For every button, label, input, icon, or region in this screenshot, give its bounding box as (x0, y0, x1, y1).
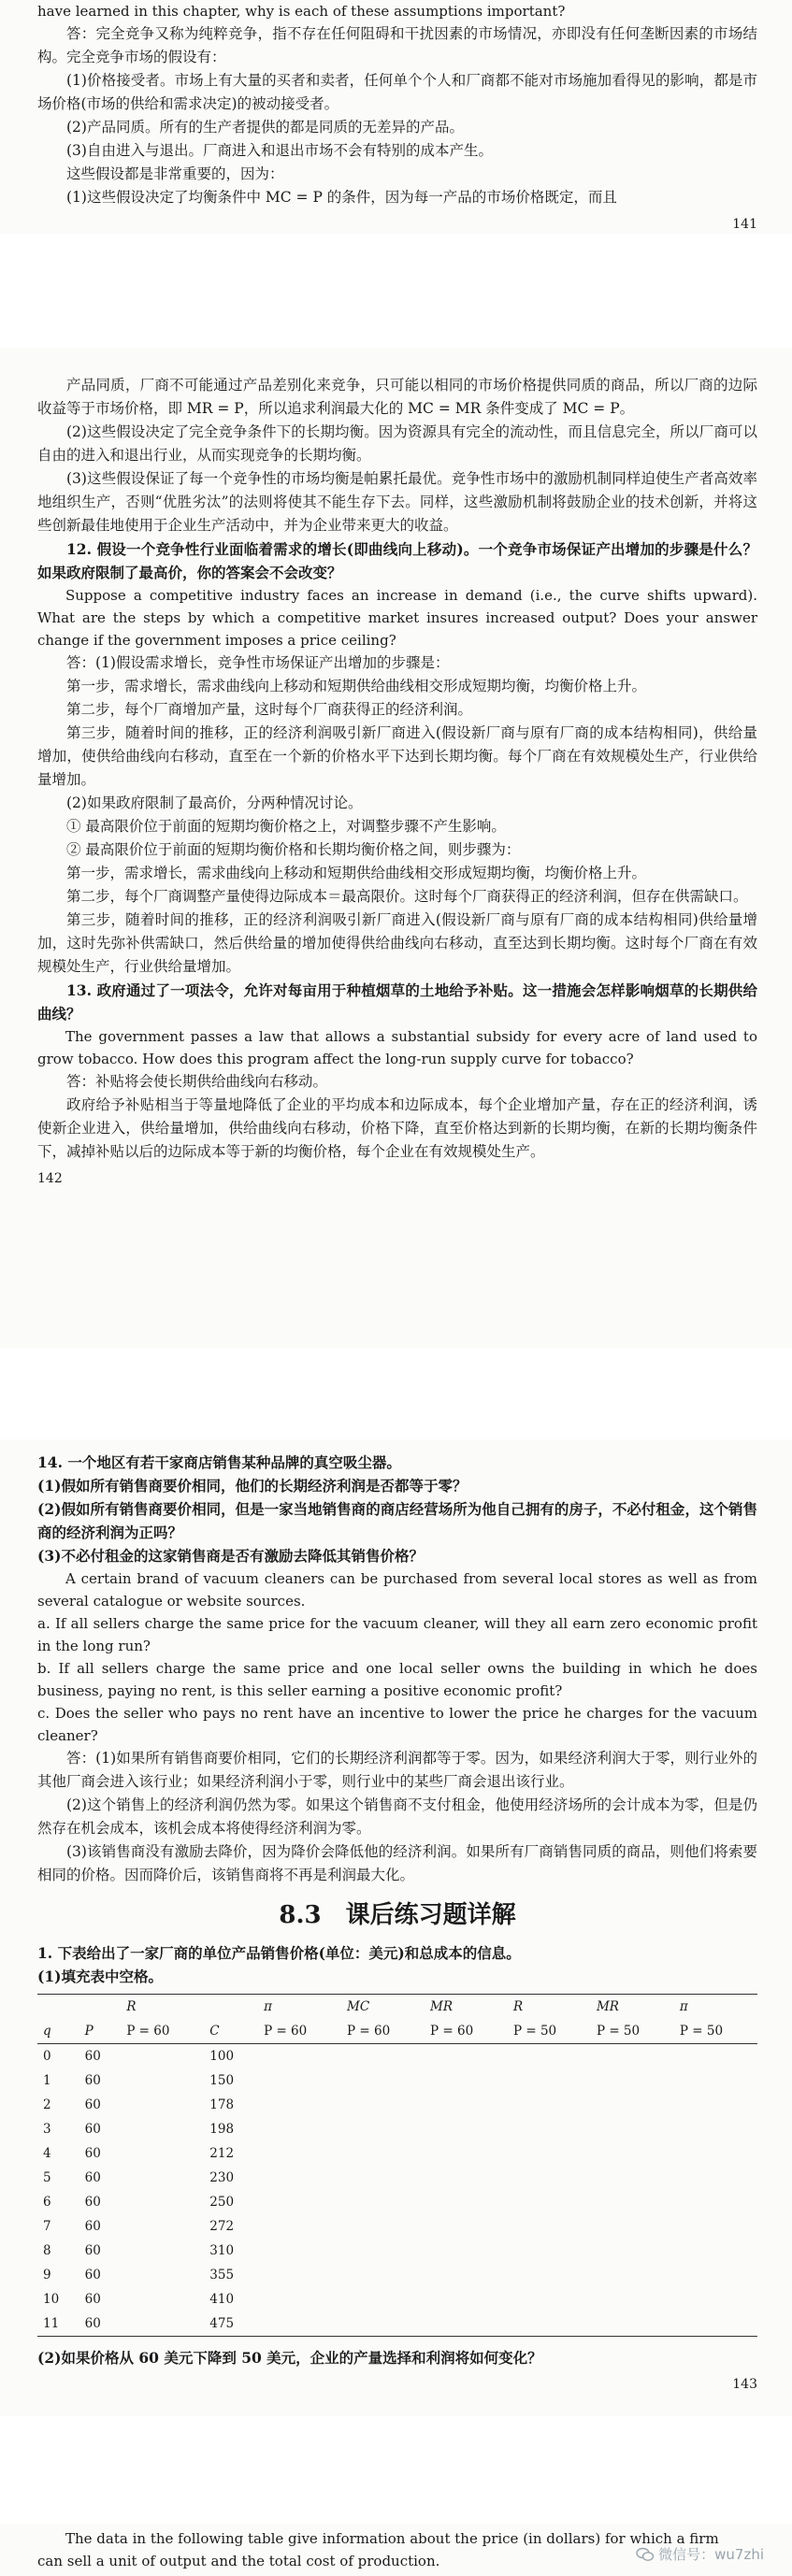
table-cell: 230 (209, 2170, 235, 2185)
q14-en-c: c. Does the seller who pays no rent have an incentive to lower the price he charges for the vacuum cleaner? (37, 1705, 757, 1744)
table-cell: 60 (84, 2049, 101, 2064)
q11-answer-intro: 答：完全竞争又称为纯粹竞争，指不存在任何阻碍和干扰因素的市场情况，亦即没有任何垄断因素的市场结构。完全竞争市场的假设有： (37, 25, 757, 65)
table-cell (425, 2287, 508, 2311)
page-141-text (37, 0, 757, 236)
table-cell: 475 (204, 2311, 258, 2337)
table-cell (591, 2141, 674, 2166)
table-cell (508, 2239, 591, 2263)
table-cell (425, 2263, 508, 2287)
table-cell (591, 2311, 674, 2337)
table-cell: 60 (84, 2195, 101, 2210)
table-cell: 355 (209, 2268, 235, 2283)
table-header-cell (37, 1995, 79, 2020)
section-title: 8.3 课后练习题详解 (279, 1901, 516, 1929)
ex1-title: 1. 下表给出了一家厂商的单位产品销售价格(单位：美元)和总成本的信息。 (37, 1944, 521, 1962)
q11-importance-1-start: (1)这些假设决定了均衡条件中 MC = P 的条件，因为每一产品的市场价格既定，而且 (66, 189, 617, 206)
table-cell (674, 2141, 757, 2166)
table-header-cell: q (37, 2019, 79, 2044)
table-cell (508, 2166, 591, 2190)
table-cell (121, 2166, 204, 2190)
table-cell: 60 (84, 2073, 101, 2088)
table-row (37, 2263, 757, 2287)
table-cell: 1 (43, 2073, 51, 2088)
table-header-cell: P = 50 (508, 2019, 591, 2044)
page-143-text (37, 1451, 757, 2397)
table-cell (121, 2068, 204, 2093)
table-cell (121, 2311, 204, 2337)
q14-sub-2: (2)假如所有销售商要价相同，但是一家当地销售商的商店经营场所为他自己拥有的房子，不必付租金，这个销售商的经济利润为正吗？ (37, 1500, 757, 1541)
table-header-cell: P (79, 2019, 122, 2044)
table-cell (341, 2311, 425, 2337)
ex-en-line-1: The data in the following table give information about the price (in dollars) for which a firm (65, 2530, 719, 2547)
table-cell: 212 (209, 2146, 235, 2161)
table-cell: 100 (209, 2049, 235, 2064)
table-cell (258, 2068, 341, 2093)
q11-en-tail: have learned in this chapter, why is each of these assumptions important? (37, 3, 566, 20)
table-cell: 198 (209, 2122, 235, 2137)
table-cell (341, 2068, 425, 2093)
q13-ans-1: 政府给予补贴相当于等量地降低了企业的平均成本和边际成本，每个企业增加产量，存在正的经济利润，诱使新企业进入，供给量增加，供给曲线向右移动，价格下降，直至价格达到新的长期均衡，在新的长期均衡条件下，减掉补贴以后的边际成本等于新的均衡价格，每个企业在有效规模处生产。 (37, 1096, 757, 1160)
table-cell (425, 2190, 508, 2214)
table-cell: 150 (209, 2073, 235, 2088)
table-cell (258, 2141, 341, 2166)
table-cell: 178 (209, 2097, 235, 2112)
table-header-cell: MR (591, 1995, 674, 2020)
page-142-text (37, 374, 757, 1191)
table-header-cell: P = 60 (425, 2019, 508, 2044)
wechat-icon (636, 2547, 655, 2562)
table-cell (258, 2287, 341, 2311)
q12-ans-7: 第一步，需求增长，需求曲线向上移动和短期供给曲线相交形成短期均衡，均衡价格上升。 (66, 865, 647, 881)
table-header-cell: C (204, 2019, 258, 2044)
table-cell (674, 2214, 757, 2239)
table-header-cell: P = 60 (341, 2019, 425, 2044)
table-cell: 10 (43, 2292, 60, 2307)
table-cell (425, 2068, 508, 2093)
q11-assumption-3: (3)自由进入与退出。厂商进入和退出市场不会有特别的成本产生。 (66, 142, 493, 159)
table-cell (258, 2311, 341, 2337)
table-cell (121, 2239, 204, 2263)
table-cell (508, 2141, 591, 2166)
table-cell (674, 2093, 757, 2117)
table-cell: 60 (84, 2219, 101, 2234)
q14-ans-2: (3)该销售商没有激励去降价，因为降价会降低他的经济利润。如果所有厂商销售同质的商品，则他们将索要相同的价格。因而降价后，该销售商将不再是利润最大化。 (37, 1843, 757, 1883)
table-cell: 60 (84, 2122, 101, 2137)
table-cell (121, 2190, 204, 2214)
table-cell (425, 2141, 508, 2166)
cost-table (37, 1994, 757, 2337)
table-cell (425, 2166, 508, 2190)
table-header-cell (204, 1995, 258, 2020)
table-cell (674, 2239, 757, 2263)
table-cell (674, 2287, 757, 2311)
table-cell (591, 2117, 674, 2141)
table-header-cell: MC (341, 1995, 425, 2020)
table-cell: 0 (43, 2049, 51, 2064)
table-cell (508, 2214, 591, 2239)
table-cell (121, 2093, 204, 2117)
table-cell (674, 2263, 757, 2287)
q11-importance-lead: 这些假设都是非常重要的，因为： (66, 165, 284, 182)
q13-en: The government passes a law that allows a substantial subsidy for every acre of land used to grow tobacco. How does this program affect the long-run supply curve for tobacco? (37, 1028, 757, 1067)
table-cell (674, 2190, 757, 2214)
table-cell (674, 2311, 757, 2337)
table-cell (121, 2117, 204, 2141)
q14-en-a: a. If all sellers charge the same price for the vacuum cleaner, will they all earn zero economic profit in the long run? (37, 1615, 757, 1654)
table-cell (121, 2141, 204, 2166)
table-cell (258, 2166, 341, 2190)
table-cell (425, 2044, 508, 2069)
table-cell (341, 2141, 425, 2166)
table-cell (341, 2287, 425, 2311)
table-cell (508, 2263, 591, 2287)
table-cell (508, 2287, 591, 2311)
table-cell (591, 2044, 674, 2069)
table-cell (591, 2093, 674, 2117)
table-header-row-1 (37, 1995, 757, 2020)
table-cell: 7 (43, 2219, 51, 2234)
table-cell: 3 (43, 2122, 51, 2137)
table-cell (341, 2117, 425, 2141)
table-header-cell: MR (425, 1995, 508, 2020)
table-row (37, 2287, 757, 2311)
table-cell (121, 2263, 204, 2287)
q14-en-b: b. If all sellers charge the same price and one local seller owns the building in which he does business, paying no rent, is this seller earning a positive economic profit? (37, 1660, 757, 1699)
table-header-cell: π (258, 1995, 341, 2020)
table-row (37, 2117, 757, 2141)
table-cell (258, 2117, 341, 2141)
watermark (636, 2544, 764, 2564)
table-cell (591, 2287, 674, 2311)
table-cell (341, 2166, 425, 2190)
table-cell: 272 (209, 2219, 235, 2234)
table-cell: 60 (84, 2268, 101, 2283)
ex-en-line-2: can sell a unit of output and the total cost of production. (37, 2553, 440, 2569)
table-cell (258, 2263, 341, 2287)
table-row (37, 2093, 757, 2117)
table-cell (341, 2190, 425, 2214)
table-header-row-2 (37, 2019, 757, 2044)
table-header-cell (79, 1995, 122, 2020)
q12-ans-6: ② 最高限价位于前面的短期均衡价格和长期均衡价格之间，则步骤为： (66, 841, 521, 858)
table-cell: 4 (43, 2146, 51, 2161)
table-cell: 5 (43, 2170, 51, 2185)
q12-ans-9: 第三步，随着时间的推移，正的经济利润吸引新厂商进入(假设新厂商与原有厂商的成本结构相同)供给量增加，这时先弥补供需缺口，然后供给量的增加使得供给曲线向右移动，直至达到长期均衡。这时每个厂商在有效规模处生产，行业供给量增加。 (37, 911, 757, 975)
q14-title: 14. 一个地区有若干家商店销售某种品牌的真空吸尘器。 (37, 1453, 401, 1471)
q12-ans-3: 第三步，随着时间的推移，正的经济利润吸引新厂商进入(假设新厂商与原有厂商的成本结构相同)，供给量增加，使供给曲线向右移动，直至在一个新的价格水平下达到长期均衡。每个厂商在有效规模处生产，行业供给量增加。 (37, 724, 757, 788)
table-cell (341, 2214, 425, 2239)
q11-assumption-1: (1)价格接受者。市场上有大量的买者和卖者，任何单个个人和厂商都不能对市场施加看得见的影响，都是市场价格(市场的供给和需求决定)的被动接受者。 (37, 72, 757, 112)
q13-title: 13. 政府通过了一项法令，允许对每亩用于种植烟草的土地给予补贴。这一措施会怎样影响烟草的长期供给曲线？ (37, 981, 757, 1023)
table-cell (341, 2044, 425, 2069)
table-cell (508, 2068, 591, 2093)
q13-ans-0: 答：补贴将会使长期供给曲线向右移动。 (66, 1073, 328, 1090)
table-header-cell: P = 50 (674, 2019, 757, 2044)
table-cell (258, 2239, 341, 2263)
table-cell (591, 2166, 674, 2190)
q12-ans-0: 答：(1)假设需求增长，竞争性市场保证产出增加的步骤是： (66, 654, 450, 671)
table-header-cell: P = 50 (591, 2019, 674, 2044)
table-cell (591, 2068, 674, 2093)
ex1-sub-1: (1)填充表中空格。 (37, 1968, 163, 1985)
q14-sub-1: (1)假如所有销售商要价相同，他们的长期经济利润是否都等于零？ (37, 1477, 468, 1495)
q12-ans-5: ① 最高限价位于前面的短期均衡价格之上，对调整步骤不产生影响。 (66, 818, 506, 835)
ex1-sub-2: (2)如果价格从 60 美元下降到 50 美元，企业的产量选择和利润将如何变化？ (37, 2349, 542, 2367)
page-143 (0, 1439, 792, 2416)
table-header-cell: R (121, 1995, 204, 2020)
q12-ans-1: 第一步，需求增长，需求曲线向上移动和短期供给曲线相交形成短期均衡，均衡价格上升。 (66, 678, 647, 694)
table-cell (508, 2093, 591, 2117)
table-cell (341, 2239, 425, 2263)
table-header-cell: π (674, 1995, 757, 2020)
table-cell: 2 (43, 2097, 51, 2112)
table-cell: 310 (209, 2243, 235, 2258)
q14-sub-3: (3)不必付租金的这家销售商是否有激励去降低其销售价格？ (37, 1547, 424, 1565)
table-cell (425, 2117, 508, 2141)
table-header-cell: P = 60 (121, 2019, 204, 2044)
table-cell: 8 (43, 2243, 51, 2258)
table-row (37, 2311, 757, 2337)
page-number: 142 (37, 1171, 63, 1186)
table-cell (121, 2287, 204, 2311)
table-cell (425, 2239, 508, 2263)
table-cell (258, 2214, 341, 2239)
table-cell (591, 2214, 674, 2239)
table-row (37, 2214, 757, 2239)
table-cell (258, 2093, 341, 2117)
page-number: 143 (732, 2377, 757, 2392)
q12-ans-2: 第二步，每个厂商增加产量，这时每个厂商获得正的经济利润。 (66, 701, 473, 718)
table-cell (425, 2311, 508, 2337)
table-cell (425, 2214, 508, 2239)
table-cell (508, 2117, 591, 2141)
q14-en-0: A certain brand of vacuum cleaners can be purchased from several local stores as well as from several catalogue or website sources. (37, 1570, 757, 1610)
table-row (37, 2044, 757, 2069)
table-cell (674, 2166, 757, 2190)
table-header-cell: R (508, 1995, 591, 2020)
table-cell: 6 (43, 2195, 51, 2210)
watermark-text: 微信号：wu7zhi (658, 2546, 764, 2563)
table-cell: 60 (84, 2292, 101, 2307)
table-cell (341, 2263, 425, 2287)
table-cell (674, 2117, 757, 2141)
q14-ans-0: 答：(1)如果所有销售商要价相同，它们的长期经济利润都等于零。因为，如果经济利润大于零，则行业外的其他厂商会进入该行业；如果经济利润小于零，则行业中的某些厂商会退出该行业。 (37, 1750, 757, 1790)
table-cell (341, 2093, 425, 2117)
table-cell: 250 (209, 2195, 235, 2210)
table-cell (591, 2239, 674, 2263)
table-row (37, 2239, 757, 2263)
table-cell (591, 2190, 674, 2214)
q12-ans-8: 第二步，每个厂商调整产量使得边际成本＝最高限价。这时每个厂商获得正的经济利润，但存在供需缺口。 (66, 888, 748, 905)
table-cell: 60 (84, 2170, 101, 2185)
table-header-cell: P = 60 (258, 2019, 341, 2044)
table-cell (508, 2044, 591, 2069)
page-141 (0, 0, 792, 234)
table-cell: 60 (84, 2243, 101, 2258)
table-row (37, 2068, 757, 2093)
table-cell (425, 2093, 508, 2117)
q11-importance-2: (2)这些假设决定了完全竞争条件下的长期均衡。因为资源具有完全的流动性，而且信息完全，所以厂商可以自由的进入和退出行业，从而实现竞争的长期均衡。 (37, 423, 757, 464)
table-cell (508, 2311, 591, 2337)
table-cell: 60 (84, 2146, 101, 2161)
table-cell (674, 2044, 757, 2069)
q11-importance-3: (3)这些假设保证了每一个竞争性的市场均衡是帕累托最优。竞争性市场中的激励机制同样迫使生产者高效率地组织生产，否则“优胜劣汰”的法则将使其不能生存下去。同样，这些激励机制将鼓励企业的技术创新，并将这些创新最佳地使用于企业生产活动中，并为企业带来更大的收益。 (37, 470, 757, 534)
page-number: 141 (732, 217, 757, 232)
table-cell: 410 (209, 2292, 235, 2307)
table-row (37, 2141, 757, 2166)
table-cell (121, 2044, 204, 2069)
q12-en: Suppose a competitive industry faces an increase in demand (i.e., the curve shifts upward). What are the steps by which a competitive market insures increased output? Does your answer change if the government imposes a price ceiling? (37, 587, 757, 649)
table-cell (258, 2190, 341, 2214)
table-body (37, 2044, 757, 2337)
table-row (37, 2166, 757, 2190)
page-142 (0, 348, 792, 1348)
table-cell (508, 2190, 591, 2214)
q12-ans-4: (2)如果政府限制了最高价，分两种情况讨论。 (66, 794, 363, 811)
table-cell: 60 (79, 2311, 122, 2337)
q14-ans-1: (2)这个销售上的经济利润仍然为零。如果这个销售商不支付租金，他使用经济场所的会计成本为零，但是仍然存在机会成本，该机会成本将使得经济利润为零。 (37, 1796, 757, 1837)
table-cell (121, 2214, 204, 2239)
table-row (37, 2190, 757, 2214)
table-cell (258, 2044, 341, 2069)
q11-importance-1-cont: 产品同质，厂商不可能通过产品差别化来竞争，只可能以相同的市场价格提供同质的商品，所以厂商的边际收益等于市场价格，即 MR = P，所以追求利润最大化的 MC = MR 条件变成了 MC = P。 (37, 377, 757, 417)
table-cell: 9 (43, 2268, 51, 2283)
table-cell: 11 (37, 2311, 79, 2337)
table-cell: 60 (84, 2097, 101, 2112)
q12-title: 12. 假设一个竞争性行业面临着需求的增长(即曲线向上移动)。一个竞争市场保证产出增加的步骤是什么？如果政府限制了最高价，你的答案会不会改变？ (37, 540, 757, 581)
table-cell (591, 2263, 674, 2287)
table-cell (674, 2068, 757, 2093)
q11-assumption-2: (2)产品同质。所有的生产者提供的都是同质的无差异的产品。 (66, 119, 464, 136)
